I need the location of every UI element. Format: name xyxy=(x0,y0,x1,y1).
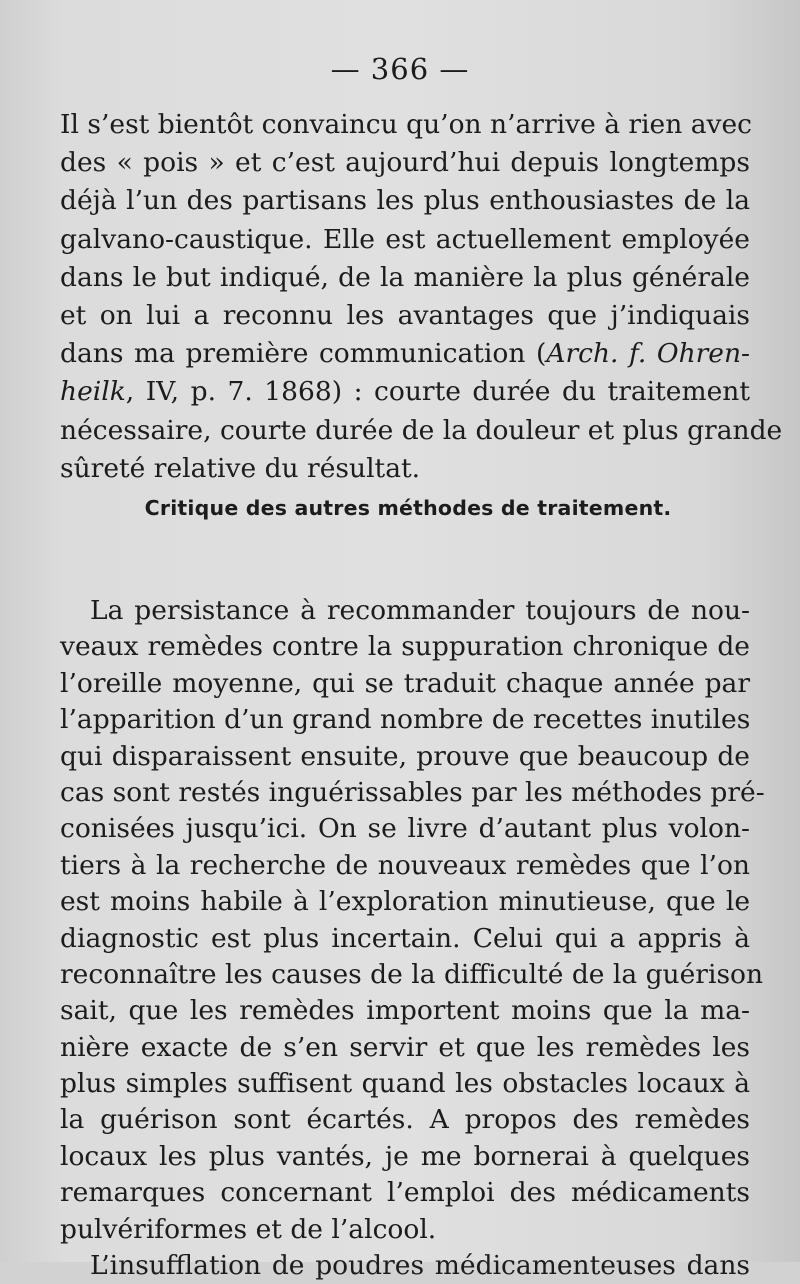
text-line: sûreté relative du résultat. xyxy=(60,452,421,484)
text-line: veaux remèdes contre la suppuration chronique de xyxy=(60,631,750,663)
text-line: pulvériformes et de l’alcool. xyxy=(60,1213,437,1245)
text-line: et on lui a reconnu les avantages que j’indiquais xyxy=(60,299,750,331)
citation-journal-end: heilk xyxy=(60,376,126,408)
citation-journal: Arch. f. Ohren- xyxy=(546,338,751,370)
text-line: cas sont restés inguérissables par les méthodes pré- xyxy=(60,776,765,808)
text-line: dans le but indiqué, de la manière la plus générale xyxy=(60,261,750,293)
text-line: sait, que les remèdes importent moins que la ma- xyxy=(60,995,750,1027)
text-line: qui disparaissent ensuite, prouve que beaucoup de xyxy=(60,740,750,772)
page-number: — 366 — xyxy=(330,52,470,86)
text-fragment: dans ma première communication ( xyxy=(60,338,547,370)
text-line: l’apparition d’un grand nombre de recettes inutiles xyxy=(60,704,751,736)
text-line: nière exacte de s’en servir et que les remèdes les xyxy=(60,1031,750,1063)
paragraph-main xyxy=(60,593,765,1284)
text-line: Il s’est bientôt convaincu qu’on n’arrive à rien avec xyxy=(60,109,753,140)
text-line: L’insufflation de poudres médicamenteuses dans xyxy=(90,1250,750,1282)
paragraph-continuation xyxy=(60,106,783,488)
text-line: galvano-caustique. Elle est actuellement employée xyxy=(60,223,750,255)
text-line: reconnaître les causes de la difficulté de la guérison xyxy=(60,958,764,990)
text-line: diagnostic est plus incertain. Celui qui a appris à xyxy=(60,922,750,954)
text-line: remarques concernant l’emploi des médicaments xyxy=(60,1177,750,1209)
text-line-with-citation xyxy=(60,335,750,373)
text-line: La persistance à recommander toujours de nou- xyxy=(90,595,750,626)
text-line: tiers à la recherche de nouveaux remèdes que l’on xyxy=(60,849,750,881)
text-line: l’oreille moyenne, qui se traduit chaque année par xyxy=(60,667,750,699)
text-line-with-citation xyxy=(60,373,750,411)
text-line: locaux les plus vantés, je me bornerai à quelques xyxy=(60,1140,750,1172)
text-line: conisées jusqu’ici. On se livre d’autant plus volon- xyxy=(60,813,750,845)
text-line: des « pois » et c’est aujourd’hui depuis longtemps xyxy=(60,147,750,179)
text-line: la guérison sont écartés. A propos des remèdes xyxy=(60,1104,750,1136)
text-line: plus simples suffisent quand les obstacles locaux à xyxy=(60,1068,750,1100)
text-line: déjà l’un des partisans les plus enthousiastes de la xyxy=(60,185,750,217)
text-fragment: , IV, p. 7. 1868) : courte durée du traitement xyxy=(125,376,750,408)
section-heading: Critique des autres méthodes de traitement. xyxy=(144,496,672,520)
text-line: est moins habile à l’exploration minutieuse, que le xyxy=(60,886,750,918)
text-line: nécessaire, courte durée de la douleur et plus grande xyxy=(60,414,783,446)
